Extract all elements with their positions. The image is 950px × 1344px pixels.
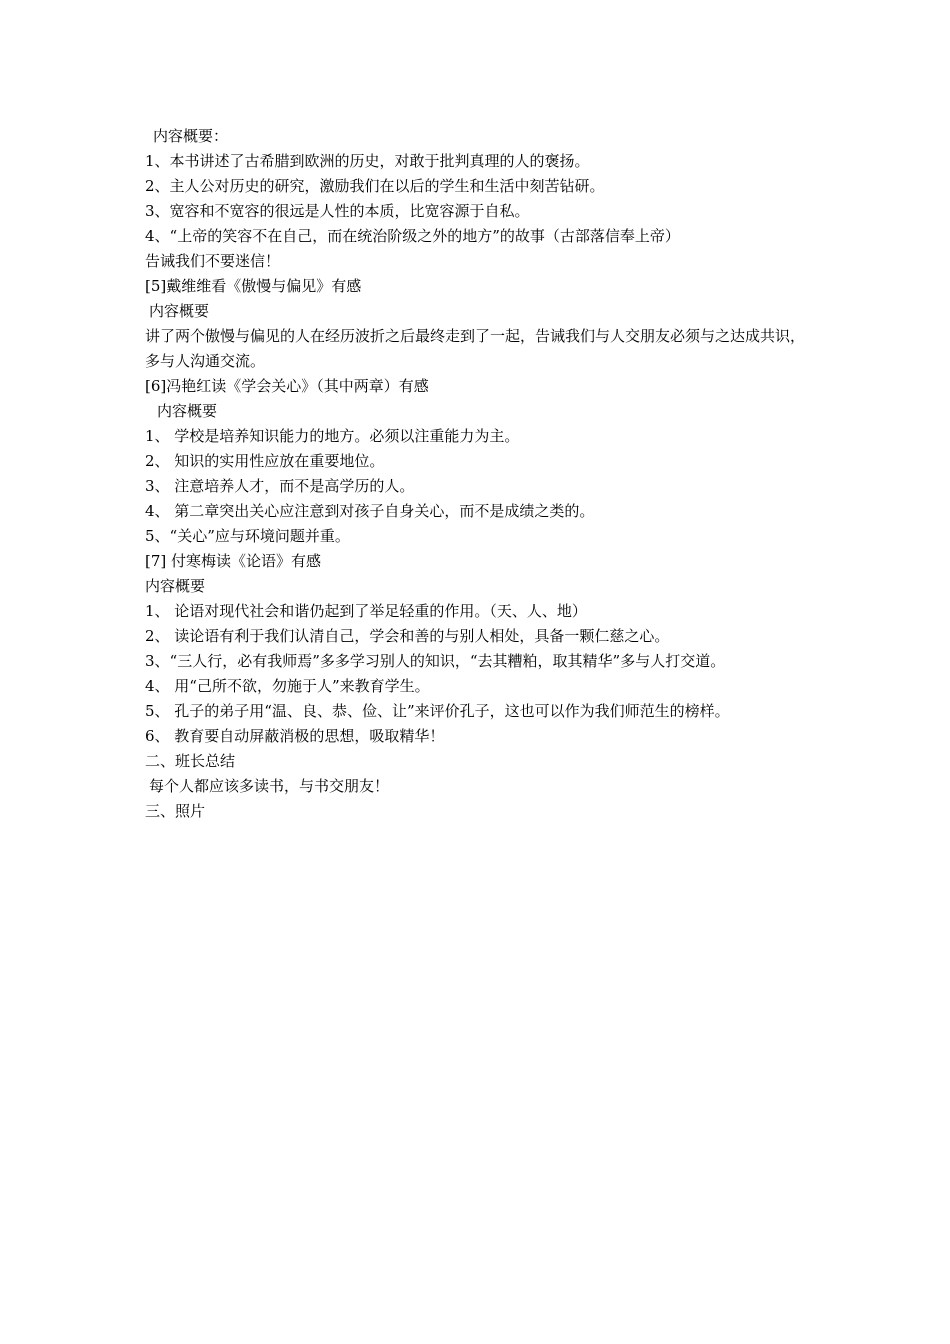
entry-heading: [6]冯艳红读《学会关心》（其中两章）有感	[145, 377, 429, 395]
list-item: 1、本书讲述了古希腊到欧洲的历史，对敢于批判真理的人的褒扬。	[145, 152, 590, 170]
paragraph-line: 告诫我们不要迷信！	[145, 252, 281, 270]
section-heading: 内容概要：	[153, 127, 229, 145]
list-item: 1、 论语对现代社会和谐仍起到了举足轻重的作用。（天、人、地）	[145, 602, 587, 620]
list-item: 4、 第二章突出关心应注意到对孩子自身关心，而不是成绩之类的。	[145, 502, 595, 520]
list-item: 5、 孔子的弟子用“温、良、恭、俭、让”来评价孔子，这也可以作为我们师范生的榜样。	[145, 702, 730, 720]
list-item: 2、 知识的实用性应放在重要地位。	[145, 452, 385, 470]
paragraph: 讲了两个傲慢与偏见的人在经历波折之后最终走到了一起，告诫我们与人交朋友必须与之达成共识，多与人沟通交流。	[145, 327, 806, 370]
list-item: 3、“三人行，必有我师焉”多多学习别人的知识，“去其糟粕，取其精华”多与人打交道。	[145, 652, 726, 670]
list-item: 3、宽容和不宽容的很远是人性的本质，比宽容源于自私。	[145, 202, 530, 220]
entry-heading: [5]戴维维看《傲慢与偏见》有感	[145, 277, 362, 295]
list-item: 4、“上帝的笑容不在自己，而在统治阶级之外的地方”的故事（古部落信奉上帝）	[145, 227, 680, 245]
section-heading: 内容概要	[157, 402, 218, 420]
document-body	[145, 124, 845, 824]
section-heading: 内容概要	[145, 577, 206, 595]
list-item: 6、 教育要自动屏蔽消极的思想，吸取精华！	[145, 727, 445, 745]
list-item: 5、“关心”应与环境问题并重。	[145, 527, 350, 545]
section-heading: 内容概要	[149, 302, 210, 320]
section-heading: 三、照片	[145, 802, 206, 820]
list-item: 2、主人公对历史的研究，激励我们在以后的学生和生活中刻苦钻研。	[145, 177, 605, 195]
list-item: 4、 用“己所不欲，勿施于人”来教育学生。	[145, 677, 430, 695]
list-item: 3、 注意培养人才，而不是高学历的人。	[145, 477, 415, 495]
section-heading: 二、班长总结	[145, 752, 236, 770]
paragraph-line: 每个人都应该多读书，与书交朋友！	[149, 777, 390, 795]
list-item: 1、 学校是培养知识能力的地方。必须以注重能力为主。	[145, 427, 520, 445]
entry-heading: [7] 付寒梅读《论语》有感	[145, 552, 322, 570]
list-item: 2、 读论语有利于我们认清自己，学会和善的与别人相处，具备一颗仁慈之心。	[145, 627, 670, 645]
